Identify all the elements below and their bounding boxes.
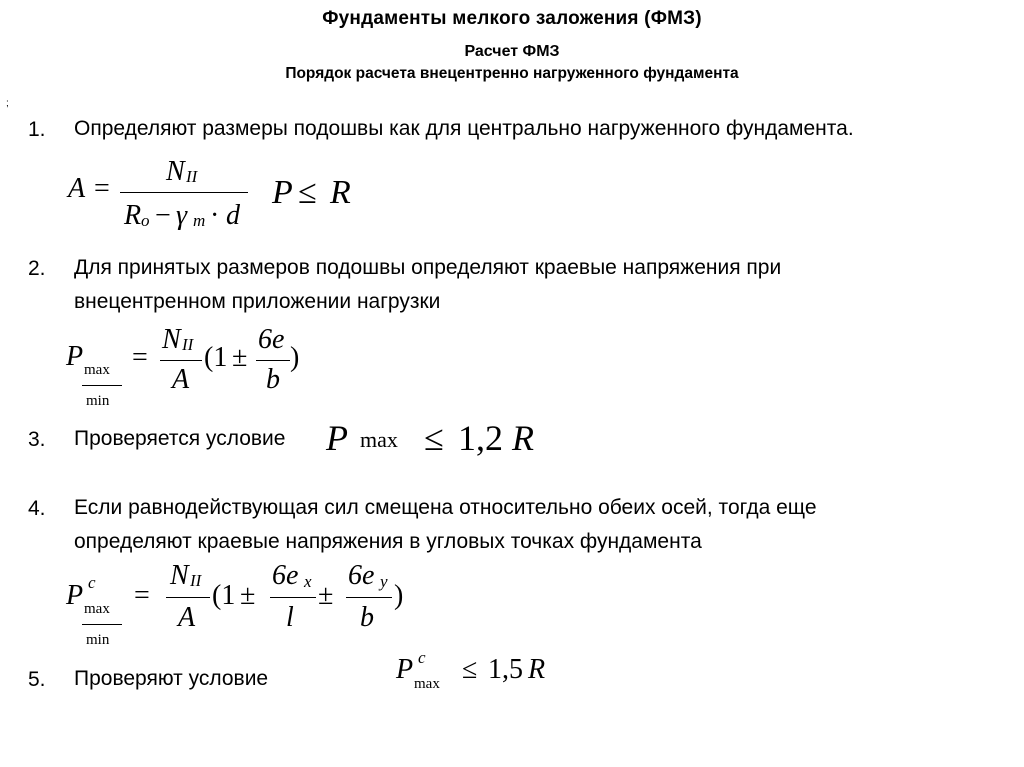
f4-frac2-den: b: [360, 602, 374, 633]
f4-frac1-den: l: [286, 602, 294, 633]
page-title: Фундаменты мелкого заложения (ФМЗ): [322, 8, 702, 29]
page-subtitle-2: Порядок расчета внецентренно нагруженного фундамента: [285, 65, 739, 82]
f3-value: 1,2: [458, 418, 503, 458]
f2-min: min: [86, 393, 110, 409]
f4-pm2: ±: [318, 580, 334, 611]
step-3-text: Проверяется условие: [74, 427, 286, 450]
f5-max: max: [414, 676, 440, 692]
f2-eq: =: [132, 342, 148, 373]
f4-num-sub: II: [190, 571, 202, 590]
f1-cond-p: P: [272, 174, 293, 211]
step-4-line-1: Если равнодействующая сил смещена относительно обеих осей, тогда еще: [74, 496, 817, 519]
f2-inner-fraction-bar: [256, 360, 290, 361]
f2-max: max: [84, 362, 110, 378]
stray-mark: ;: [6, 98, 9, 109]
step-2-line-1: Для принятых размеров подошвы определяют краевые напряжения при: [74, 256, 782, 279]
step-2-line-2: внецентренном приложении нагрузки: [74, 290, 441, 313]
f4-frac2-sub: y: [380, 572, 388, 591]
f1-den-gamma-sub: m: [193, 211, 206, 230]
f4-open: (1: [212, 580, 236, 611]
f3-r: R: [512, 418, 534, 458]
step-1-number: 1.: [28, 118, 46, 141]
f4-pm1: ±: [240, 580, 256, 611]
step-4-number: 4.: [28, 497, 46, 520]
f1-den-r-sub: o: [141, 211, 150, 230]
f4-p: P: [66, 580, 84, 611]
f2-maxmin-bar: [82, 385, 122, 386]
f1-eq: =: [94, 173, 110, 204]
f5-value: 1,5: [488, 654, 523, 685]
f4-sup: c: [88, 573, 96, 592]
step-2-number: 2.: [28, 257, 46, 280]
f4-maxmin-bar: [82, 624, 122, 625]
f4-max: max: [84, 601, 110, 617]
f1-num-n: N: [166, 156, 185, 187]
f4-close: ): [394, 580, 404, 611]
f2-fraction-bar: [160, 360, 202, 361]
f2-frac-den: b: [266, 364, 280, 395]
f2-num-n: N: [162, 324, 181, 355]
f1-den-r: R: [124, 200, 142, 231]
f2-den: A: [172, 364, 190, 395]
f4-frac2-bar: [346, 597, 392, 598]
step-3-number: 3.: [28, 428, 46, 451]
f3-max: max: [360, 427, 398, 452]
f2-p: P: [66, 341, 84, 372]
f4-frac1-bar: [270, 597, 316, 598]
f4-num-n: N: [170, 560, 189, 591]
f5-le: ≤: [462, 654, 478, 685]
f4-fraction-bar: [166, 597, 210, 598]
f1-den-d: d: [226, 200, 240, 231]
f4-den: A: [178, 602, 196, 633]
f1-lhs: A: [68, 173, 86, 204]
step-1-text: Определяют размеры подошвы как для центрально нагруженного фундамента.: [74, 117, 854, 140]
f4-frac1-sub: x: [304, 572, 312, 591]
f4-eq: =: [134, 580, 150, 611]
step-5-text: Проверяют условие: [74, 667, 269, 690]
f3-p: P: [326, 418, 348, 458]
f1-cond-r: R: [330, 174, 351, 211]
f2-frac-num: 6e: [258, 324, 285, 355]
f4-min: min: [86, 632, 110, 648]
f2-close: ): [290, 342, 300, 373]
f2-num-sub: II: [182, 335, 194, 354]
f2-pm: ±: [232, 342, 248, 373]
f5-p: P: [396, 654, 414, 685]
f2-open: (1: [204, 342, 228, 373]
f1-den-minus: −: [155, 200, 171, 231]
f1-den-gamma: γ: [176, 200, 188, 231]
f5-r: R: [528, 654, 546, 685]
page-subtitle: Расчет ФМЗ: [464, 43, 560, 60]
f1-den-dot: ·: [210, 200, 220, 231]
f1-num-sub: II: [186, 167, 198, 186]
step-4-line-2: определяют краевые напряжения в угловых точках фундамента: [74, 530, 702, 553]
f4-frac2-num: 6e: [348, 560, 375, 591]
f3-le: ≤: [424, 418, 444, 458]
f5-sup: c: [418, 648, 426, 667]
f1-fraction-bar: [120, 192, 248, 193]
step-5-number: 5.: [28, 668, 46, 691]
f1-cond-le: ≤: [298, 174, 317, 211]
f4-frac1-num: 6e: [272, 560, 299, 591]
